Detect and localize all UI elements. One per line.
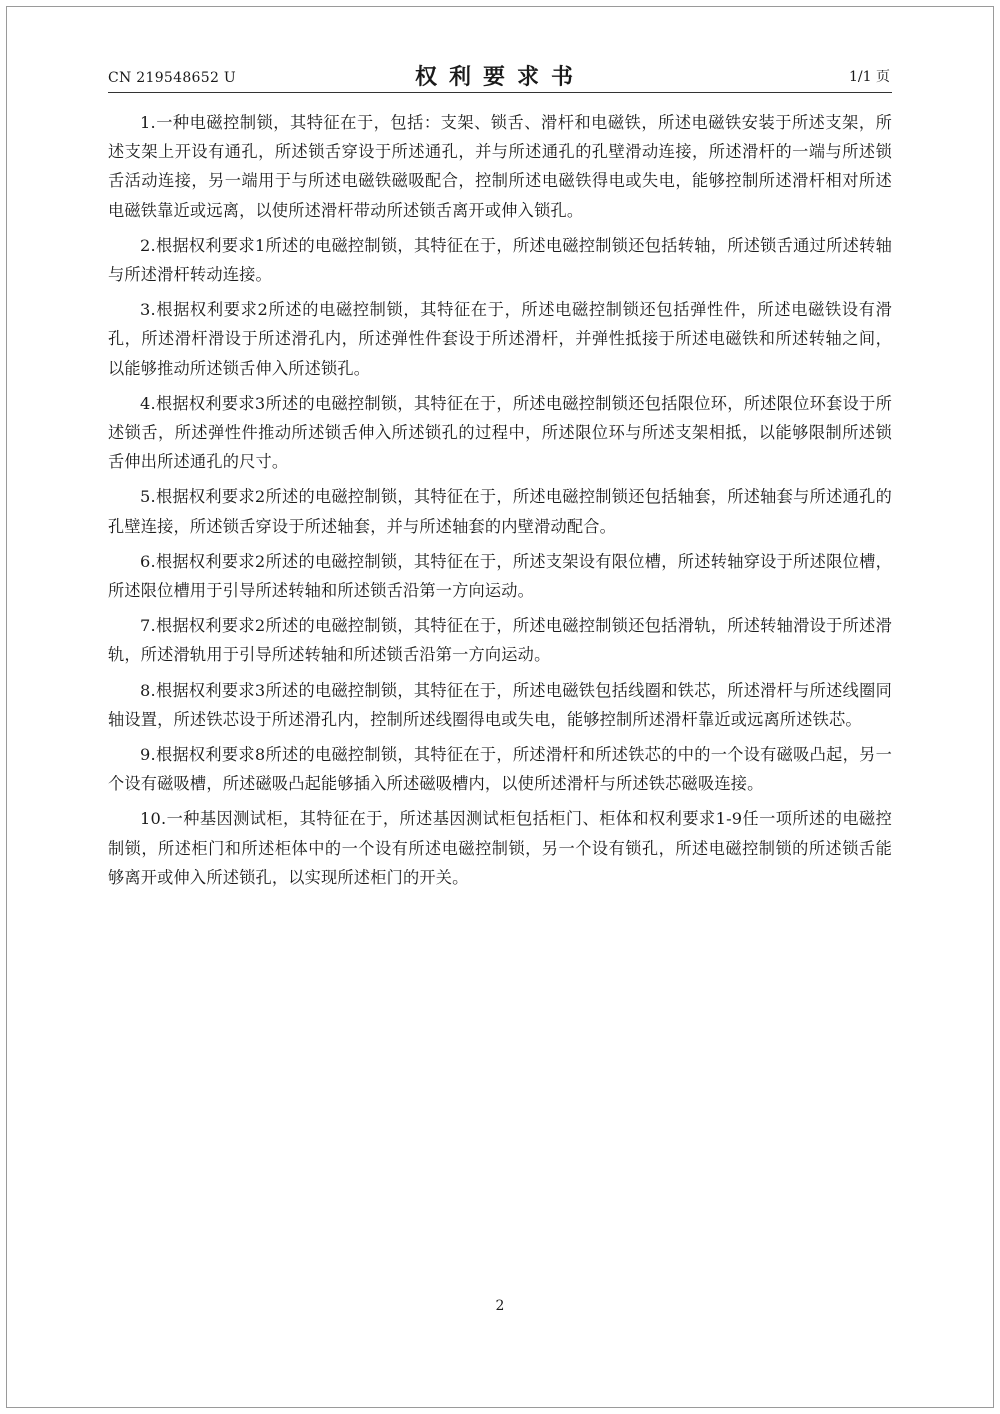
document-title: 权利要求书 (414, 64, 585, 90)
claim-8: 8.根据权利要求3所述的电磁控制锁，其特征在于，所述电磁铁包括线圈和铁芯，所述滑杆与所述线圈同轴设置，所述铁芯设于所述滑孔内，控制所述线圈得电或失电，能够控制所述滑杆靠近或远离所述铁芯。 (108, 680, 892, 729)
claim-9: 9.根据权利要求8所述的电磁控制锁，其特征在于，所述滑杆和所述铁芯的中的一个设有磁吸凸起，另一个设有磁吸槽，所述磁吸凸起能够插入所述磁吸槽内，以使所述滑杆与所述铁芯磁吸连接。 (108, 745, 892, 794)
claims-body (108, 108, 892, 898)
claim-3: 3.根据权利要求2所述的电磁控制锁，其特征在于，所述电磁控制锁还包括弹性件，所述电磁铁设有滑孔，所述滑杆滑设于所述滑孔内，所述弹性件套设于所述滑杆，并弹性抵接于所述电磁铁和所述转轴之间，以能够推动所述锁舌伸入所述锁孔。 (108, 300, 892, 378)
claim-1: 1.一种电磁控制锁，其特征在于，包括：支架、锁舌、滑杆和电磁铁，所述电磁铁安装于所述支架，所述支架上开设有通孔，所述锁舌穿设于所述通孔，并与所述通孔的孔壁滑动连接，所述滑杆的一端与所述锁舌活动连接，另一端用于与所述电磁铁磁吸配合，控制所述电磁铁得电或失电，能够控制所述滑杆相对所述电磁铁靠近或远离，以使所述滑杆带动所述锁舌离开或伸入锁孔。 (108, 113, 892, 220)
header-rule (108, 92, 892, 93)
claim-6: 6.根据权利要求2所述的电磁控制锁，其特征在于，所述支架设有限位槽，所述转轴穿设于所述限位槽，所述限位槽用于引导所述转轴和所述锁舌沿第一方向运动。 (108, 551, 892, 601)
document-number: CN 219548652 U (108, 70, 237, 86)
claim-4: 4.根据权利要求3所述的电磁控制锁，其特征在于，所述电磁控制锁还包括限位环，所述限位环套设于所述锁舌，所述弹性件推动所述锁舌伸入所述锁孔的过程中，所述限位环与所述支架相抵，以能够限制所述锁舌伸出所述通孔的尺寸。 (108, 393, 892, 472)
claim-10: 10.一种基因测试柜，其特征在于，所述基因测试柜包括柜门、柜体和权利要求1-9任一项所述的电磁控制锁，所述柜门和所述柜体中的一个设有所述电磁控制锁，另一个设有锁孔，所述电磁控制锁的所述锁舌能够离开或伸入所述锁孔，以实现所述柜门的开关。 (108, 809, 892, 887)
claim-5: 5.根据权利要求2所述的电磁控制锁，其特征在于，所述电磁控制锁还包括轴套，所述轴套与所述通孔的孔壁连接，所述锁舌穿设于所述轴套，并与所述轴套的内壁滑动配合。 (108, 487, 892, 536)
claim-7: 7.根据权利要求2所述的电磁控制锁，其特征在于，所述电磁控制锁还包括滑轨，所述转轴滑设于所述滑轨，所述滑轨用于引导所述转轴和所述锁舌沿第一方向运动。 (108, 616, 892, 665)
claim-2: 2.根据权利要求1所述的电磁控制锁，其特征在于，所述电磁控制锁还包括转轴，所述锁舌通过所述转轴与所述滑杆转动连接。 (108, 235, 892, 285)
page-header (108, 60, 892, 92)
page-number: 2 (495, 1298, 505, 1314)
page-indicator: 1/1 页 (849, 69, 890, 85)
